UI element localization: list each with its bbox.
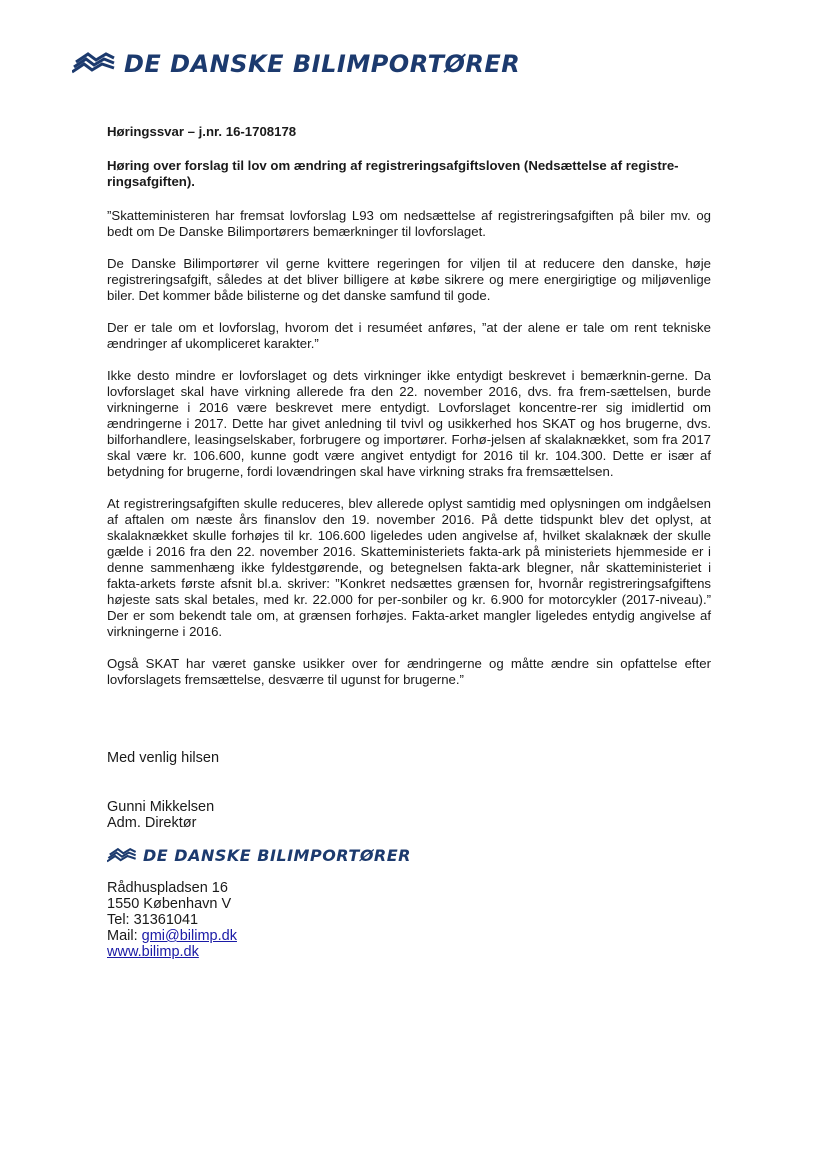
waves-logo-icon bbox=[107, 847, 137, 865]
org-name: DE DANSKE BILIMPORTØRER bbox=[124, 50, 521, 78]
website-link[interactable]: www.bilimp.dk bbox=[107, 944, 199, 960]
body-paragraph: Ikke desto mindre er lovforslaget og dets virkninger ikke entydigt beskrevet i bemærknin-gerne. Da lovforslaget skal have virkning allerede fra den 22. november 2016, dvs. fra frem-sættelsen, burde virkningerne i 2016 være beskrevet mere entydigt. Lovforslaget koncentre-rer sig imidlertid om ændringerne i 2017. Dette har givet anledning til tvivl og usikkerhed hos SKAT og hos brugerne, dvs. bilforhandlere, leasingselskaber, forbrugere og importører. Forhø-jelsen af skalaknækket, som fra 2017 skal være kr. 106.600, kunne godt være angivet entydigt for 2016 til kr. 104.300. Dette er især af betydning for brugerne, fordi lovændringen skal have virkning straks fra fremsættelsen. bbox=[107, 368, 711, 479]
signer-title: Adm. Direktør bbox=[107, 815, 197, 831]
contact-address bbox=[107, 880, 237, 960]
body-paragraph: De Danske Bilimportører vil gerne kvittere regeringen for viljen til at reducere den danske, høje registreringsafgift, således at det bliver billigere at købe sikrere og mere energirigtige og miljøvenlige biler. Det kommer både bilisterne og det danske samfund til gode. bbox=[107, 256, 711, 303]
body-paragraph: At registreringsafgiften skulle reduceres, blev allerede oplyst samtidig med oplysningen om indgåelsen af aftalen om næste års finanslov den 19. november 2016. På dette tidspunkt blev det oplyst, at skalaknækket skulle forhøjes til kr. 106.600 ligeledes uden angivelse af, hvilket skalaknæk der skulle gælde i 2016 fra den 22. november 2016. Skatteministeriets fakta-ark på ministeriets hjemmeside er i denne sammenhæng ikke fyldestgørende, og betegnelsen fakta-ark blegner, når skatteministeriet i fakta-arkets første afsnit bl.a. skriver: ”Konkret nedsættes grænsen for, hvornår registreringsafgiftens højeste sats skal betales, med kr. 22.000 for per-sonbiler og kr. 6.900 for motorcykler (2017-niveau).” Der er som bekendt tale om, at grænsen forhøjes. Fakta-arket mangler ligeledes entydig angivelse af virkningerne i 2016. bbox=[107, 496, 711, 639]
footer-org-name: DE DANSKE BILIMPORTØRER bbox=[143, 846, 411, 865]
address-street: Rådhuspladsen 16 bbox=[107, 880, 228, 896]
signer-name: Gunni Mikkelsen bbox=[107, 799, 215, 815]
body-paragraph: Også SKAT har været ganske usikker over for ændringerne og måtte ændre sin opfattelse efter lovforslagets fremsættelse, desværre til ugunst for brugerne.” bbox=[107, 656, 711, 687]
mail-label: Mail: bbox=[107, 928, 142, 944]
address-city: 1550 København V bbox=[107, 896, 232, 912]
email-link[interactable]: gmi@bilimp.dk bbox=[141, 928, 237, 944]
footer-logo bbox=[107, 846, 411, 865]
header-logo bbox=[72, 50, 520, 78]
letter-body bbox=[107, 124, 711, 704]
closing-greeting: Med venlig hilsen bbox=[107, 750, 220, 766]
reference-number: Høringssvar – j.nr. 16-1708178 bbox=[107, 124, 297, 139]
body-paragraph: Der er tale om et lovforslag, hvorom det i resuméet anføres, ”at der alene er tale om rent tekniske ændringer af ukompliceret karakter.” bbox=[107, 320, 711, 351]
phone-number: Tel: 31361041 bbox=[107, 912, 199, 928]
signature-block bbox=[107, 799, 214, 831]
mail-line bbox=[107, 928, 237, 944]
letter-subject: Høring over forslag til lov om ændring af registreringsafgiftsloven (Nedsættelse af registre-ringsafgiften). bbox=[107, 158, 679, 189]
waves-logo-icon bbox=[72, 52, 116, 76]
body-paragraph: ”Skatteministeren har fremsat lovforslag L93 om nedsættelse af registreringsafgiften på biler mv. og bedt om De Danske Bilimportørers bemærkninger til lovforslaget. bbox=[107, 208, 711, 239]
